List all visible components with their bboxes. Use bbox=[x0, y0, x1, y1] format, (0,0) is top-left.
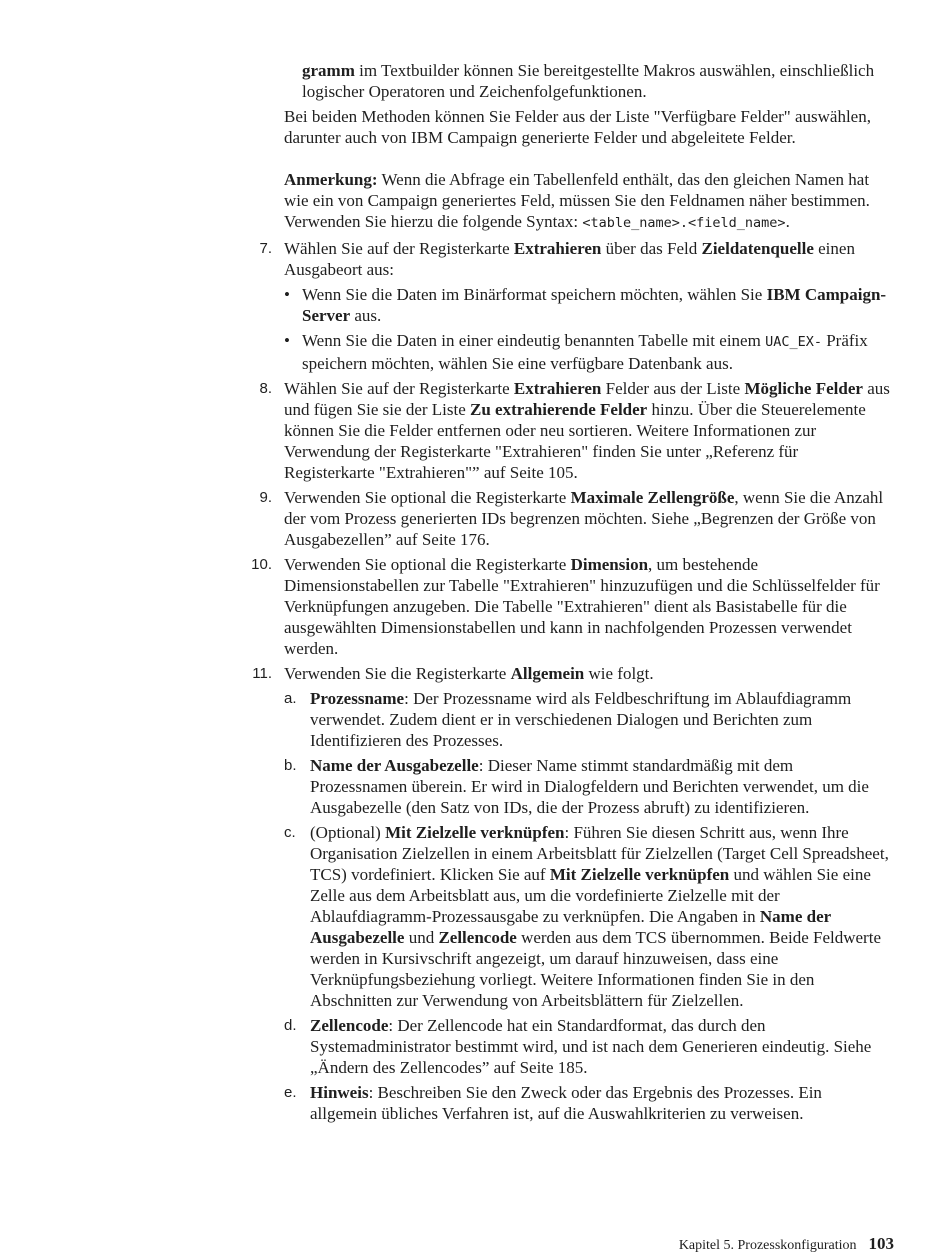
note-end: . bbox=[785, 212, 790, 231]
step-11 bbox=[252, 663, 892, 1124]
page-footer bbox=[679, 1233, 894, 1256]
continuation-text: im Textbuilder können Sie bereitgestellte Makros auswählen, einschließlich logischer Operatoren und Zeichenfolgefunktionen. bbox=[302, 61, 875, 101]
bullet-item: • Wenn Sie die Daten in einer eindeutig benannten Tabelle mit einem UAC_EX- Präfix speichern möchten, wählen Sie eine verfügbare Datenbank aus. bbox=[284, 331, 868, 373]
step-text: Verwenden Sie optional die Registerkarte Maximale Zellengröße, wenn Sie die Anzahl der vom Prozess generierten IDs begrenzen möchten. Siehe „Begrenzen der Größe von Ausgabezellen” auf Seite 176. bbox=[284, 488, 884, 549]
step-text: Verwenden Sie die Registerkarte Allgemein wie folgt. bbox=[284, 664, 654, 683]
step-number: 11. bbox=[252, 665, 272, 682]
step-text: Verwenden Sie optional die Registerkarte Dimension, um bestehende Dimensionstabellen zur Tabelle "Extrahieren" hinzuzufügen und die Schlüsselfelder für Verknüpfungen anzugeben. Die Tabelle "Extrahieren" dient als Basistabelle für die ausgewählten Dimensionstabellen und kann in nachfolgenden Prozessen verwendet werden. bbox=[284, 555, 880, 658]
substep-c: c. (Optional) Mit Zielzelle verknüpfen: Führen Sie diesen Schritt aus, wenn Ihre Organisation Zielzellen in einem Arbeitsblatt für Zielzellen (Target Cell Spreadsheet, TCS) vordefiniert. Klicken Sie auf Mit Zielzelle verknüpfen und wählen Sie eine Zelle aus dem Arbeitsblatt aus, um die vordefinierte Zielzelle mit der Ablaufdiagramm-Prozessausgabe zu verknüpfen. Die Angaben in Name der Ausgabezelle und Zellencode werden aus dem TCS übernommen. Beide Feldwerte werden in Kursivschrift angezeigt, um darauf hinzuweisen, dass eine Verknüpfungsbeziehung vorliegt. Weitere Informationen finden Sie in den Abschnitten zur Verwendung von Arbeitsblättern für Zielzellen. bbox=[284, 823, 889, 1010]
fields-paragraph: Bei beiden Methoden können Sie Felder aus der Liste "Verfügbare Felder" auswählen, darunter auch von IBM Campaign generierte Felder und abgeleitete Felder. bbox=[284, 107, 871, 147]
step-number: 7. bbox=[259, 240, 272, 257]
bullet-mark: • bbox=[284, 285, 290, 304]
step-number: 8. bbox=[259, 380, 272, 397]
substep-label: d. bbox=[284, 1017, 297, 1034]
note-text: Wenn die Abfrage ein Tabellenfeld enthält, das den gleichen Namen hat wie ein von Campaign generiertes Feld, müssen Sie den Feldnamen näher bestimmen. Verwenden Sie hierzu die folgende Syntax: bbox=[284, 170, 870, 231]
note-paragraph bbox=[284, 169, 892, 234]
step-text: Wählen Sie auf der Registerkarte Extrahieren Felder aus der Liste Mögliche Felder aus und fügen Sie sie der Liste Zu extrahierende Felder hinzu. Über die Steuerelemente können Sie die Felder entfernen oder neu sortieren. Weitere Informationen zur Verwendung der Registerkarte "Extrahieren" finden Sie unter „Referenz für Registerkarte "Extrahieren"” auf Seite 105. bbox=[284, 379, 890, 482]
step-8 bbox=[259, 378, 892, 483]
substep-list bbox=[284, 688, 892, 1124]
note-label: Anmerkung: bbox=[284, 170, 378, 189]
step-number: 9. bbox=[259, 489, 272, 506]
substep-e: e. Hinweis: Beschreiben Sie den Zweck oder das Ergebnis des Prozesses. Ein allgemein übliches Verfahren ist, auf die Auswahlkriterien zu verweisen. bbox=[284, 1083, 822, 1123]
substep-label: b. bbox=[284, 757, 297, 774]
step-7 bbox=[259, 238, 892, 374]
page-number: 103 bbox=[868, 1234, 894, 1253]
step-text: Wählen Sie auf der Registerkarte Extrahieren über das Feld Zieldatenquelle einen Ausgabeort aus: bbox=[284, 239, 855, 279]
substep-label: c. bbox=[284, 824, 296, 841]
chapter-title: Kapitel 5. Prozesskonfiguration bbox=[678, 1238, 857, 1253]
continuation-bold: gramm bbox=[302, 61, 355, 80]
substep-label: e. bbox=[284, 1084, 297, 1101]
bullet-item: • Wenn Sie die Daten im Binärformat speichern möchten, wählen Sie IBM Campaign-Server aus. bbox=[284, 285, 887, 325]
step-9 bbox=[259, 487, 892, 550]
substep-b: b. Name der Ausgabezelle: Dieser Name stimmt standardmäßig mit dem Prozessnamen überein. Er wird in Dialogfeldern und Berichten verwendet, um die Ausgabezelle (den Satz von IDs, die der Prozess abruft) zu identifizieren. bbox=[284, 756, 869, 817]
substep-d: d. Zellencode: Der Zellencode hat ein Standardformat, das durch den Systemadministrator bestimmt wird, und ist nach dem Generieren eindeutig. Siehe „Ändern des Zellencodes” auf Seite 185. bbox=[284, 1016, 872, 1077]
page-content bbox=[251, 60, 892, 1128]
substep-label: a. bbox=[284, 690, 297, 707]
step-10 bbox=[251, 554, 892, 659]
note-code: <table_name>.<field_name> bbox=[582, 215, 786, 231]
step-number: 10. bbox=[251, 556, 272, 573]
bullet-list bbox=[284, 284, 892, 374]
substep-a: a. Prozessname: Der Prozessname wird als Feldbeschriftung im Ablaufdiagramm verwendet. Zudem dient er in verschiedenen Dialogen und Berichten zum Identifizieren des Prozesses. bbox=[284, 689, 852, 750]
continuation-paragraph bbox=[302, 60, 892, 102]
bullet-mark: • bbox=[284, 331, 290, 350]
